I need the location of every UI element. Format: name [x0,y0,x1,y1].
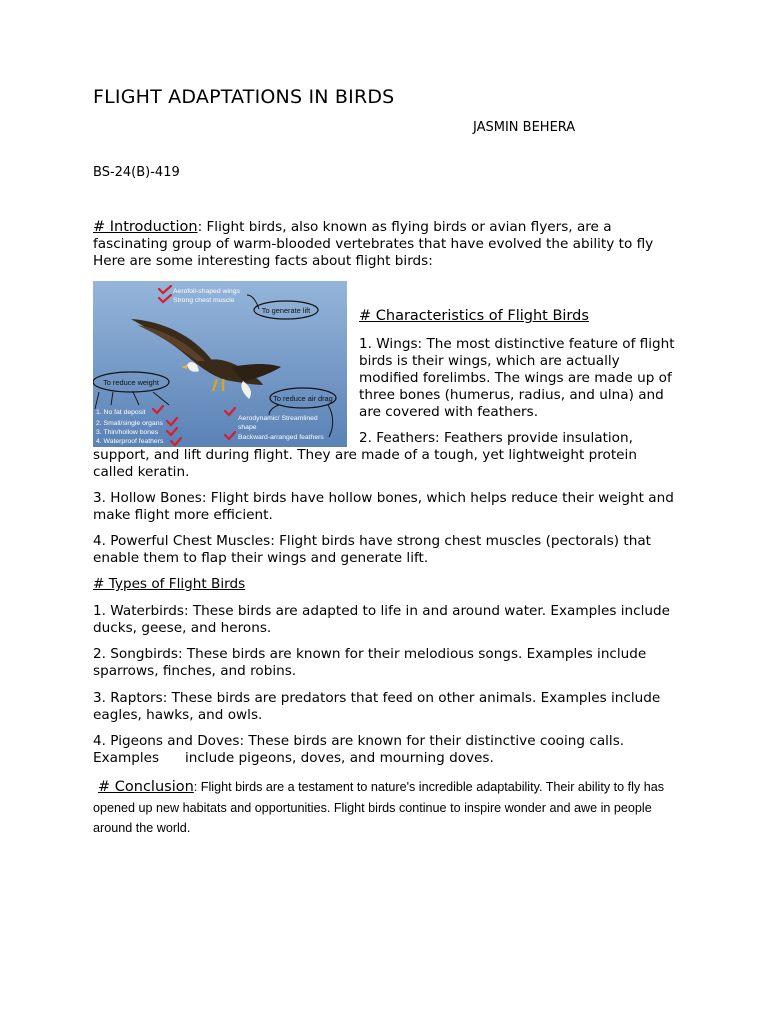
pigeons-paragraph-line1: 4. Pigeons and Doves: These birds are known for their distinctive cooing calls. [93,733,625,749]
hollow-bones-paragraph: 3. Hollow Bones: Flight birds have hollow bones, which helps reduce their weight and make flight more efficient. [93,490,674,523]
introduction-text: : Flight birds, also known as flying birds or avian flyers, are a fascinating group of warm-blooded vertebrates that have evolved the ability to fly Here are some interesting facts about flight birds: [93,219,654,269]
wings-paragraph: 1. Wings: The most distinctive feature of flight birds is their wings, which are actually modified forelimbs. The wings are made up of three bones (humerus, radius, and ulna) and are covered with feathers. [359,336,675,420]
feathers-paragraph-start: 2. Feathers: Feathers provide insulation, [359,430,633,446]
conclusion-paragraph [93,776,673,838]
raptors-paragraph: 3. Raptors: These birds are predators that feed on other animals. Examples include eagles, hawks, and owls. [93,690,661,723]
label-streamlined: Aerodynamic/ Streamlined [238,415,318,422]
author-name: JASMIN BEHERA [473,120,576,135]
label-feathers: 4. Waterproof feathers [96,438,164,445]
introduction-heading: # Introduction [93,219,198,235]
conclusion-text: : Flight birds are a testament to nature's incredible adaptability. Their ability to fly has opened up new habitats and opportunities. Flight birds continue to inspire wonder and awe in people around the world. [93,780,665,835]
label-backward-feathers: Backward-arranged feathers [238,434,324,441]
songbirds-paragraph: 2. Songbirds: These birds are known for their melodious songs. Examples include sparrows, finches, and robins. [93,646,647,679]
label-chest: Strong chest muscle [173,297,235,304]
label-reduce-weight: To reduce weight [103,378,159,387]
label-bones: 3. Thin/hollow bones [96,429,159,436]
label-organs: 2. Small/single organs [96,420,163,427]
label-shape: shape [238,424,257,431]
waterbirds-paragraph: 1. Waterbirds: These birds are adapted to life in and around water. Examples include ducks, geese, and herons. [93,603,671,636]
feathers-paragraph-rest: support, and lift during flight. They are made of a tough, yet lightweight protein called keratin. [93,447,637,480]
label-generate-lift: To generate lift [261,306,311,315]
introduction-paragraph [93,219,673,270]
eagle-adaptations-figure [93,281,347,447]
label-reduce-drag: To reduce air drag [273,394,333,403]
chest-muscles-paragraph: 4. Powerful Chest Muscles: Flight birds have strong chest muscles (pectorals) that enable them to flap their wings and generate lift. [93,533,652,566]
types-heading: # Types of Flight Birds [93,576,246,592]
pigeons-paragraph-line2: Examples include pigeons, doves, and mourning doves. [93,750,494,766]
document-title: FLIGHT ADAPTATIONS IN BIRDS [93,86,395,108]
characteristics-heading: # Characteristics of Flight Birds [359,308,589,324]
label-aerofoil: Aerofoil-shaped wings [173,288,240,295]
roll-number: BS-24(B)-419 [93,165,180,180]
conclusion-heading: # Conclusion [98,779,194,795]
label-no-fat: 1. No fat deposit [96,409,146,416]
